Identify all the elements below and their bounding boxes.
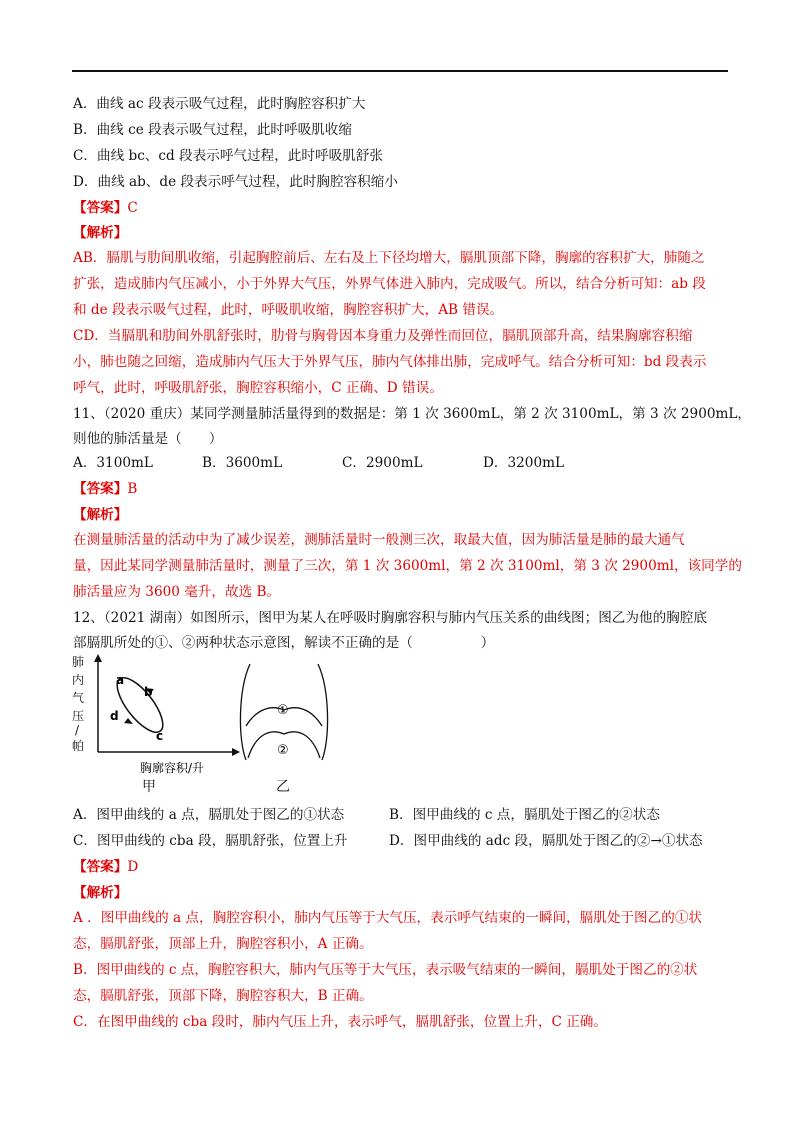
q10-analysis-line: CD．当膈肌和肋间外肌舒张时，肋骨与胸骨因本身重力及弹性而回位，膈肌顶部升高，结果胸廓容积缩 (73, 328, 693, 344)
figure-jia (70, 652, 240, 782)
chest-wall-left (240, 664, 250, 760)
y-axis-label-char: 帕 (72, 739, 85, 753)
state-1-label: ① (277, 703, 289, 718)
q12-stem: 12、（2021 湖南）如图所示，图甲为某人在呼吸时胸廓容积与肺内气压关系的曲线图；图乙为他的胸腔底 (73, 610, 707, 626)
answer-label: 【答案】 (73, 859, 128, 875)
q12-option-c: C．图甲曲线的 cba 段，膈肌舒张，位置上升 (73, 833, 348, 849)
figure-yi (236, 660, 332, 770)
y-axis-label-char: 气 (72, 691, 85, 705)
answer-value: C (127, 200, 138, 216)
q10-analysis-line: 扩张，造成肺内气压减小，小于外界大气压，外界气体进入肺内，完成吸气。所以，结合分析可知：ab 段 (73, 276, 706, 292)
chest-wall-right (318, 664, 328, 760)
q11-option-c: C．2900mL (342, 455, 423, 471)
q11-option-a: A．3100mL (73, 455, 153, 471)
q10-answer (73, 199, 138, 217)
q12-stem: 部膈肌所处的①、②两种状态示意图，解读不正确的是（ ） (73, 635, 495, 651)
y-axis-label-char: 压 (72, 709, 85, 723)
q10-analysis-line: 和 de 段表示吸气过程，此时，呼吸肌收缩，胸腔容积扩大，AB 错误。 (73, 302, 504, 318)
x-axis-label: 胸廓容积/升 (140, 761, 205, 775)
y-axis-label-char: 内 (72, 673, 85, 687)
q11-stem: 11、（2020 重庆）某同学测量肺活量得到的数据是：第 1 次 3600mL，第 2 次 3100mL，第 3 次 2900mL， (73, 406, 752, 422)
q12-option-b: B．图甲曲线的 c 点，膈肌处于图乙的②状态 (389, 807, 660, 823)
point-d-label: d (110, 709, 119, 723)
q11-analysis-line: 肺活量应为 3600 毫升，故选 B。 (73, 584, 281, 600)
q12-analysis-line: B．图甲曲线的 c 点，胸腔容积大，肺内气压等于大气压，表示吸气结束的一瞬间，膈肌处于图乙的②状 (73, 962, 698, 978)
q11-analysis-label: 【解析】 (73, 507, 128, 523)
figure-yi-caption: 乙 (276, 779, 290, 795)
q11-option-b: B．3600mL (202, 455, 283, 471)
q12-analysis-line: 态，膈肌舒张，顶部下降，胸腔容积大，B 正确。 (73, 988, 373, 1004)
q12-analysis-line: C．在图甲曲线的 cba 段时，肺内气压上升，表示呼气，膈肌舒张，位置上升，C 正确。 (73, 1014, 607, 1030)
y-axis-arrow (94, 654, 102, 662)
q10-analysis-line: 呼气，此时，呼吸肌舒张，胸腔容积缩小，C 正确、D 错误。 (73, 380, 443, 396)
y-axis-label-char: / (75, 723, 80, 737)
q12-analysis-line: A ．图甲曲线的 a 点，胸腔容积小，肺内气压等于大气压，表示呼气结束的一瞬间，膈肌处于图乙的①状 (73, 910, 703, 926)
point-a-label: a (116, 673, 125, 687)
q11-analysis-line: 量，因此某同学测量肺活量时，测量了三次，第 1 次 3600ml，第 2 次 3100ml，第 3 次 2900ml，该同学的 (73, 558, 742, 574)
q10-option-c: C．曲线 bc、cd 段表示呼气过程，此时呼吸肌舒张 (73, 148, 383, 164)
point-b-label: b (144, 685, 153, 699)
q12-analysis-line: 态，膈肌舒张，顶部上升，胸腔容积小，A 正确。 (73, 936, 373, 952)
q11-answer (73, 480, 137, 498)
q11-stem: 则他的肺活量是（ ） (73, 431, 223, 447)
state-2-label: ② (277, 743, 289, 758)
q11-option-d: D．3200mL (483, 455, 565, 471)
q10-analysis-line: 小，肺也随之回缩，造成肺内气压大于外界气压，肺内气体排出肺，完成呼气。结合分析可知：bd 段表示 (73, 354, 707, 370)
q12-option-a: A．图甲曲线的 a 点，膈肌处于图乙的①状态 (73, 807, 345, 823)
q12-answer (73, 858, 138, 876)
q10-option-a: A．曲线 ac 段表示吸气过程，此时胸腔容积扩大 (73, 96, 366, 112)
answer-value: B (127, 481, 138, 497)
answer-value: D (127, 859, 139, 875)
q10-analysis-label: 【解析】 (73, 225, 128, 241)
header-rule (72, 70, 728, 72)
figure-jia-caption: 甲 (142, 779, 156, 795)
q10-option-b: B．曲线 ce 段表示吸气过程，此时呼吸肌收缩 (73, 122, 352, 138)
point-c-label: c (156, 729, 164, 743)
answer-label: 【答案】 (73, 481, 128, 497)
arrow-d-icon (124, 718, 133, 724)
q10-option-d: D．曲线 ab、de 段表示呼气过程，此时胸腔容积缩小 (73, 174, 398, 190)
y-axis-label-char: 肺 (72, 655, 85, 669)
q11-analysis-line: 在测量肺活量的活动中为了减少误差，测肺活量时一般测三次，取最大值，因为肺活量是肺的最大通气 (73, 532, 685, 548)
q10-analysis-line: AB．膈肌与肋间肌收缩，引起胸腔前后、左右及上下径均增大，膈肌顶部下降，胸廓的容积扩大，肺随之 (73, 250, 705, 266)
answer-label: 【答案】 (73, 200, 128, 216)
q12-analysis-label: 【解析】 (73, 885, 128, 901)
q12-option-d: D．图甲曲线的 adc 段，膈肌处于图乙的②→①状态 (389, 833, 703, 849)
